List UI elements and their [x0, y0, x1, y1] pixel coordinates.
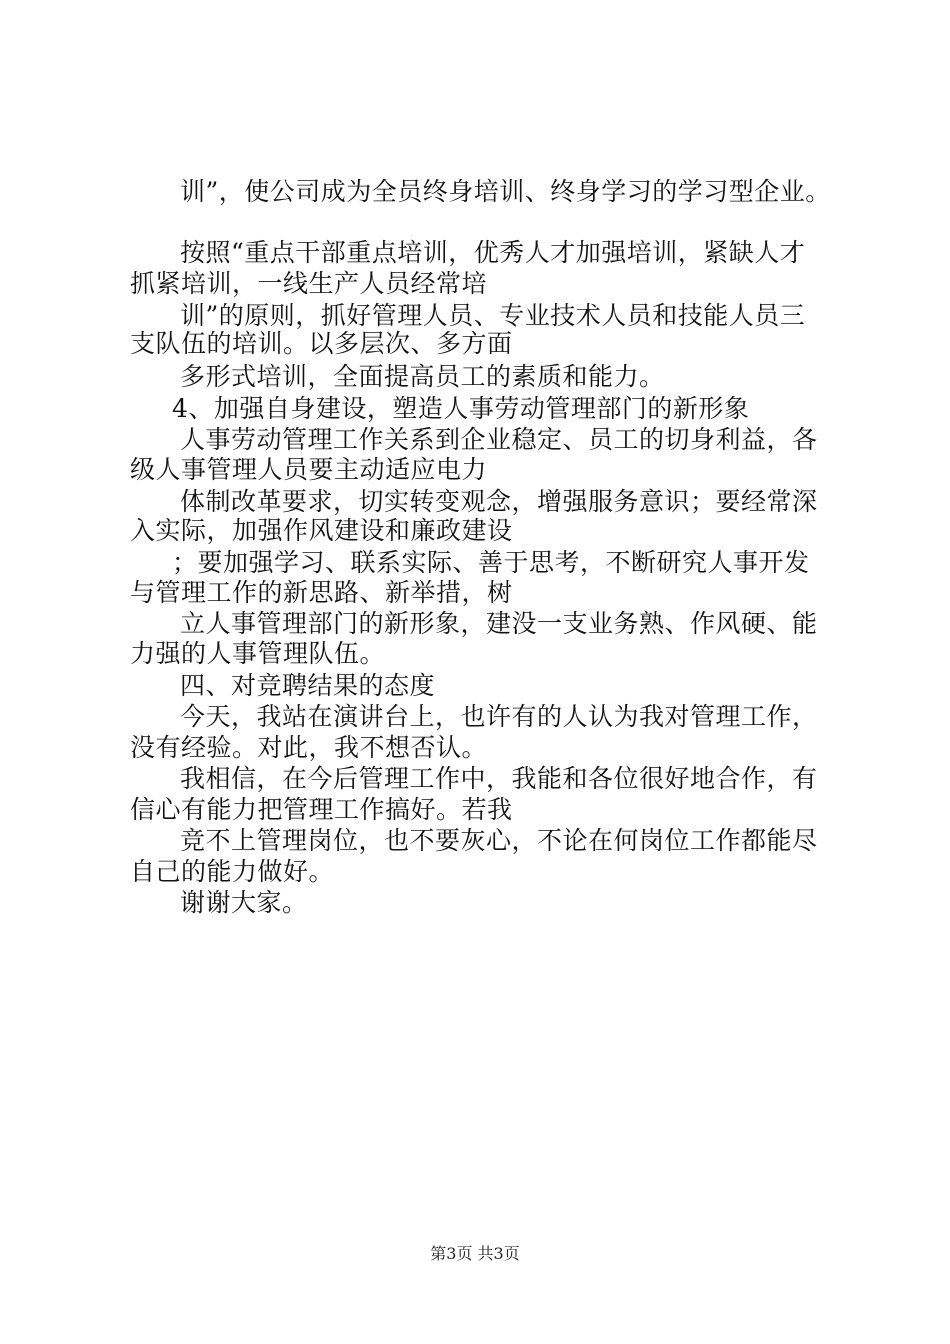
text-line: 信心有能力把管理工作搞好。若我 [130, 795, 513, 824]
text-line: 级人事管理人员要主动适应电力 [130, 455, 488, 484]
text-line: 与管理工作的新思路、新举措，树 [130, 578, 513, 607]
text-line: ；要加强学习、联系实际、善于思考，不断研究人事开发 [172, 548, 810, 577]
text-line: 体制改革要求，切实转变观念，增强服务意识；要经常深 [180, 487, 818, 516]
text-line: 竞不上管理岗位，也不要灰心，不论在何岗位工作都能尽 [180, 826, 818, 855]
text-line: 立人事管理部门的新形象，建没一支业务熟、作风硬、能 [180, 609, 818, 638]
text-line: 训”的原则，抓好管理人员、专业技术人员和技能人员三 [180, 301, 806, 330]
text-line: 力强的人事管理队伍。 [130, 639, 386, 668]
text-line: 自己的能力做好。 [130, 857, 335, 886]
text-line: 没有经验。对此，我不想否认。 [130, 733, 488, 762]
page-number-footer: 第3页 共3页 [430, 1244, 520, 1263]
text-line: 多形式培训，全面提高员工的素质和能力。 [180, 362, 665, 391]
closing-line: 谢谢大家。 [180, 888, 308, 917]
section-heading: 四、对竞聘结果的态度 [180, 671, 436, 700]
text-line: 按照“重点干部重点培训，优秀人才加强培训，紧缺人才 [180, 238, 806, 267]
text-line: 入实际，加强作风建设和廉政建设 [130, 516, 513, 545]
section-heading: 4、加强自身建设，塑造人事劳动管理部门的新形象 [172, 394, 750, 423]
text-line: 我相信，在今后管理工作中，我能和各位很好地合作，有 [180, 764, 818, 793]
text-line: 今天，我站在演讲台上，也许有的人认为我对管理工作， [180, 702, 818, 731]
text-line: 抓紧培训，一线生产人员经常培 [130, 269, 488, 298]
text-line: 人事劳动管理工作关系到企业稳定、员工的切身利益，各 [180, 425, 818, 454]
text-line: 支队伍的培训。以多层次、多方面 [130, 329, 513, 358]
text-line: 训”，使公司成为全员终身培训、终身学习的学习型企业。 [180, 177, 831, 206]
